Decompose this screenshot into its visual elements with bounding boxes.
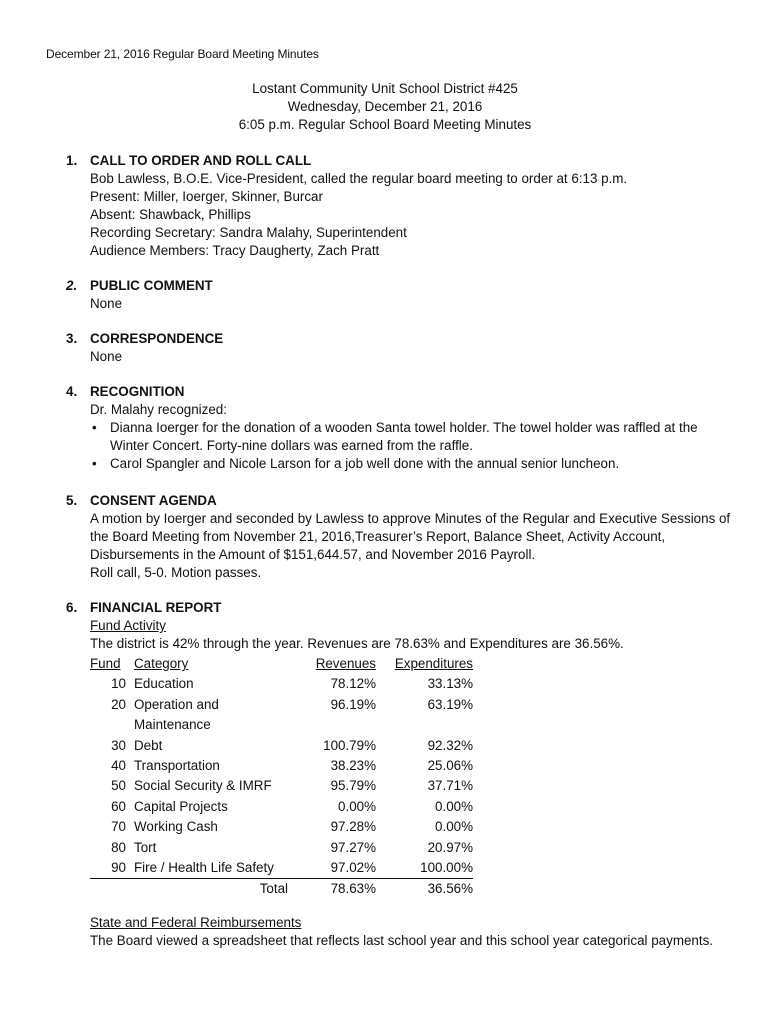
table-row	[90, 756, 473, 776]
title-district: Lostant Community Unit School District #425	[252, 81, 518, 96]
section-heading: PUBLIC COMMENT	[90, 278, 213, 293]
section-public-comment	[66, 277, 730, 313]
fund-category: Debt	[134, 737, 163, 753]
section-text: None	[90, 349, 123, 364]
fund-number: 70	[111, 819, 126, 835]
section-correspondence	[66, 330, 730, 366]
table-row	[90, 736, 473, 756]
fund-revenues: 96.19%	[330, 696, 376, 712]
fund-expenditures: 92.32%	[427, 737, 473, 753]
section-financial-report	[66, 599, 730, 950]
table-row	[90, 695, 473, 736]
total-revenues: 78.63%	[330, 881, 376, 897]
fund-expenditures: 37.71%	[427, 778, 473, 794]
section-number: 1.	[66, 153, 78, 168]
running-header: December 21, 2016 Regular Board Meeting Minutes	[46, 47, 319, 61]
fund-number: 50	[111, 778, 126, 794]
consent-motion-text: A motion by Ioerger and seconded by Lawless to approve Minutes of the Regular and Executive Sessions of the Board Meeting from November 21, 2016,Treasurer’s Report, Balance Sheet, Activity Account, Disbursements in the Amount of $151,644.57, and November 2016 Payroll.	[90, 511, 731, 562]
section-heading: CORRESPONDENCE	[90, 331, 224, 346]
list-item-text: Dianna Ioerger for the donation of a wooden Santa towel holder. The towel holder was raffled at the Winter Concert. Forty-nine dollars was earned from the raffle.	[110, 420, 698, 453]
fund-category: Capital Projects	[134, 798, 228, 814]
fund-revenues: 78.12%	[330, 676, 376, 692]
fund-category: Fire / Health Life Safety	[134, 858, 296, 879]
audience-members: Audience Members: Tracy Daugherty, Zach Pratt	[90, 243, 380, 258]
table-row	[90, 674, 473, 694]
fund-revenues: 100.79%	[323, 737, 376, 753]
fund-expenditures: 33.13%	[427, 676, 473, 692]
table-row	[90, 838, 473, 858]
document-title	[0, 80, 770, 134]
table-row	[90, 797, 473, 817]
fund-category: Education	[134, 676, 194, 692]
section-number: 2.	[66, 278, 78, 293]
fund-expenditures: 0.00%	[435, 819, 473, 835]
fund-revenues: 97.27%	[330, 839, 376, 855]
section-heading: FINANCIAL REPORT	[90, 600, 222, 615]
total-expenditures: 36.56%	[427, 881, 473, 897]
fund-category: Tort	[134, 839, 157, 855]
fund-number: 90	[90, 858, 134, 879]
fund-revenues: 97.02%	[296, 858, 376, 879]
bullet-icon: •	[92, 456, 97, 471]
section-text: None	[90, 296, 123, 311]
table-row	[90, 817, 473, 837]
section-call-to-order	[66, 152, 730, 260]
roll-call-text: Roll call, 5-0. Motion passes.	[90, 565, 262, 580]
table-row	[90, 858, 473, 879]
list-item	[90, 455, 725, 473]
section-number: 3.	[66, 331, 78, 346]
list-item	[90, 419, 725, 455]
call-to-order-text: Bob Lawless, B.O.E. Vice-President, called the regular board meeting to order at 6:13 p.m.	[90, 171, 628, 186]
fund-revenues: 97.28%	[330, 819, 376, 835]
fund-activity-subheading: Fund Activity	[90, 618, 166, 633]
recognition-list	[90, 419, 730, 473]
fund-revenues: 38.23%	[330, 758, 376, 774]
section-heading: CONSENT AGENDA	[90, 493, 217, 508]
reimbursements-subheading: State and Federal Reimbursements	[90, 914, 302, 930]
list-item-text: Carol Spangler and Nicole Larson for a job well done with the annual senior luncheon.	[110, 456, 620, 471]
title-date: Wednesday, December 21, 2016	[287, 99, 483, 114]
fund-expenditures: 63.19%	[427, 696, 473, 712]
title-meeting: 6:05 p.m. Regular School Board Meeting Minutes	[238, 117, 532, 132]
financial-summary: The district is 42% through the year. Revenues are 78.63% and Expenditures are 36.56%.	[90, 636, 624, 651]
table-row	[90, 776, 473, 796]
section-number: 6.	[66, 600, 78, 615]
fund-revenues: 0.00%	[338, 798, 376, 814]
fund-category: Working Cash	[134, 819, 218, 835]
header-expenditures: Expenditures	[394, 656, 473, 671]
fund-expenditures: 20.97%	[427, 839, 473, 855]
section-number: 5.	[66, 493, 78, 508]
fund-category: Operation and Maintenance	[134, 696, 219, 733]
bullet-icon: •	[92, 420, 97, 435]
section-consent-agenda	[66, 492, 730, 582]
fund-category: Social Security & IMRF	[134, 778, 272, 794]
header-revenues: Revenues	[315, 656, 376, 671]
section-heading: CALL TO ORDER AND ROLL CALL	[90, 153, 312, 168]
fund-number: 60	[111, 798, 126, 814]
table-total-row	[90, 879, 473, 900]
section-number: 4.	[66, 384, 78, 399]
fund-revenues: 95.79%	[330, 778, 376, 794]
reimbursements-text: The Board viewed a spreadsheet that reflects last school year and this school year categorical payments.	[90, 932, 713, 948]
section-recognition	[66, 383, 730, 473]
total-label: Total	[259, 881, 288, 897]
header-fund: Fund	[90, 656, 121, 671]
fund-number: 10	[111, 676, 126, 692]
recognition-intro: Dr. Malahy recognized:	[90, 402, 227, 417]
fund-category: Transportation	[134, 758, 220, 774]
fund-activity-table	[90, 654, 473, 900]
fund-expenditures: 0.00%	[435, 798, 473, 814]
fund-number: 40	[111, 758, 126, 774]
fund-number: 30	[111, 737, 126, 753]
table-header-row	[90, 654, 473, 674]
recording-secretary: Recording Secretary: Sandra Malahy, Superintendent	[90, 225, 407, 240]
fund-expenditures: 25.06%	[427, 758, 473, 774]
present-members: Present: Miller, Ioerger, Skinner, Burcar	[90, 189, 323, 204]
fund-number: 80	[111, 839, 126, 855]
section-heading: RECOGNITION	[90, 384, 185, 399]
fund-number: 20	[111, 696, 126, 712]
header-category: Category	[134, 656, 189, 671]
fund-expenditures: 100.00%	[376, 858, 473, 879]
absent-members: Absent: Shawback, Phillips	[90, 207, 251, 222]
